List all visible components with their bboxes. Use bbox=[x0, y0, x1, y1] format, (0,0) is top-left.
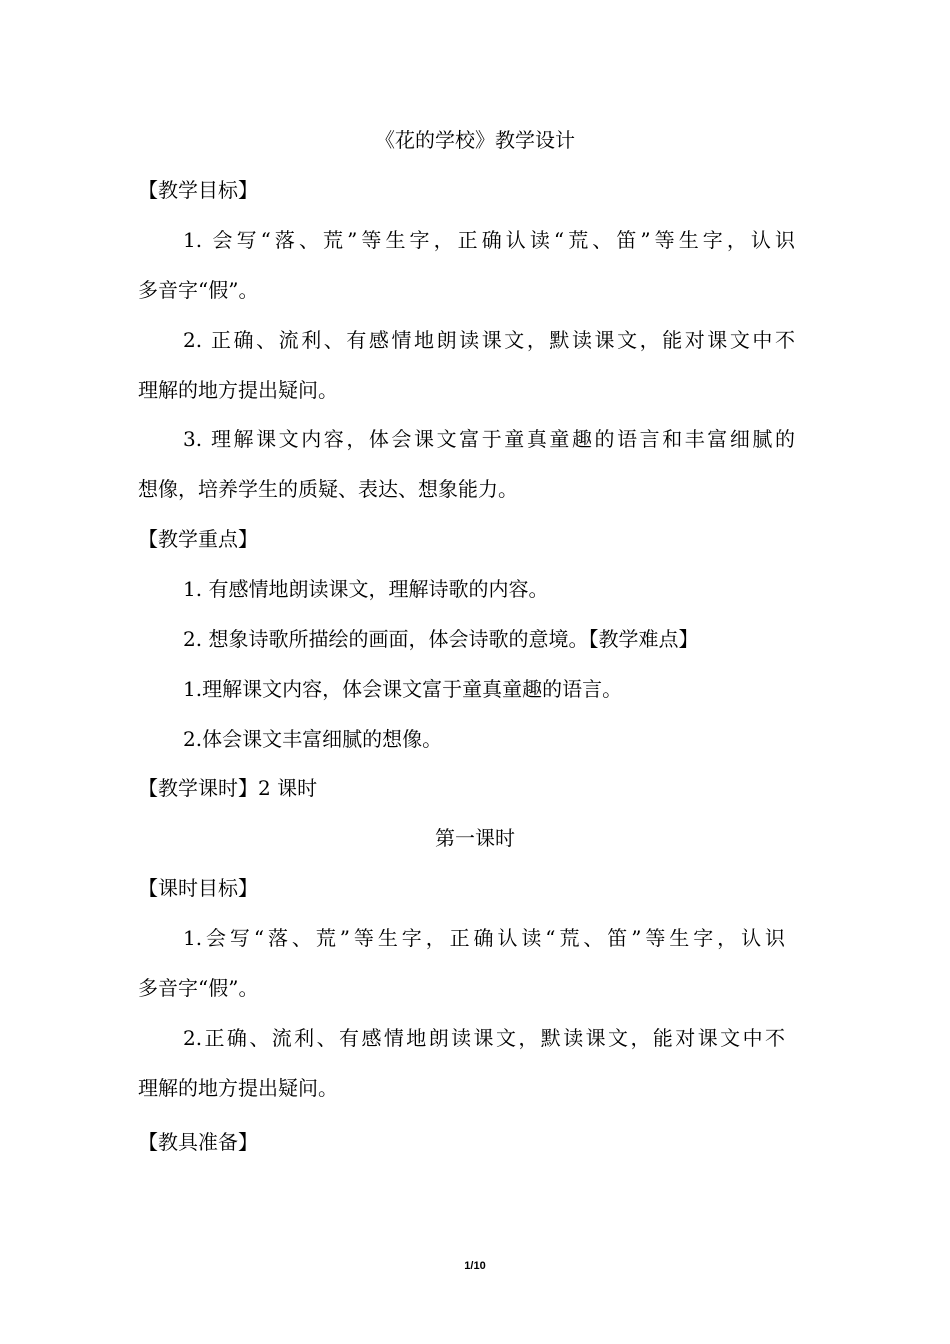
objective-2-line-2: 理解的地方提出疑问。 bbox=[138, 378, 338, 402]
heading-teaching-objectives: 【教学目标】 bbox=[138, 178, 258, 202]
document-title: 《花的学校》教学设计 bbox=[375, 128, 575, 152]
heading-teaching-materials: 【教具准备】 bbox=[138, 1130, 258, 1154]
lesson-objective-2-line-1: 2.正确、流利、有感情地朗读课文，默读课文，能对课文中不 bbox=[183, 1026, 785, 1050]
page-number: 1/10 bbox=[464, 1260, 486, 1272]
objective-1-line-2: 多音字“假”。 bbox=[138, 278, 259, 302]
section-first-lesson: 第一课时 bbox=[435, 826, 515, 850]
objective-3-line-2: 想像，培养学生的质疑、表达、想象能力。 bbox=[138, 477, 518, 501]
objective-1-line-1: 1. 会写“落、荒”等生字，正确认读“荒、笛”等生字，认识 bbox=[183, 228, 795, 252]
key-point-2: 2. 想象诗歌所描绘的画面，体会诗歌的意境。【教学难点】 bbox=[183, 627, 699, 651]
difficulty-1: 1.理解课文内容，体会课文富于童真童趣的语言。 bbox=[183, 677, 623, 701]
heading-lesson-objectives: 【课时目标】 bbox=[138, 876, 258, 900]
objective-2-line-1: 2. 正确、流利、有感情地朗读课文，默读课文，能对课文中不 bbox=[183, 328, 795, 352]
lesson-objective-1-line-2: 多音字“假”。 bbox=[138, 976, 259, 1000]
lesson-objective-1-line-1: 1.会写“落、荒”等生字，正确认读“荒、笛”等生字，认识 bbox=[183, 926, 785, 950]
heading-teaching-hours: 【教学课时】2 课时 bbox=[138, 776, 318, 800]
key-point-1: 1. 有感情地朗读课文，理解诗歌的内容。 bbox=[183, 577, 549, 601]
lesson-objective-2-line-2: 理解的地方提出疑问。 bbox=[138, 1076, 338, 1100]
difficulty-2: 2.体会课文丰富细腻的想像。 bbox=[183, 727, 443, 751]
objective-3-line-1: 3. 理解课文内容，体会课文富于童真童趣的语言和丰富细腻的 bbox=[183, 427, 795, 451]
heading-key-points: 【教学重点】 bbox=[138, 527, 258, 551]
